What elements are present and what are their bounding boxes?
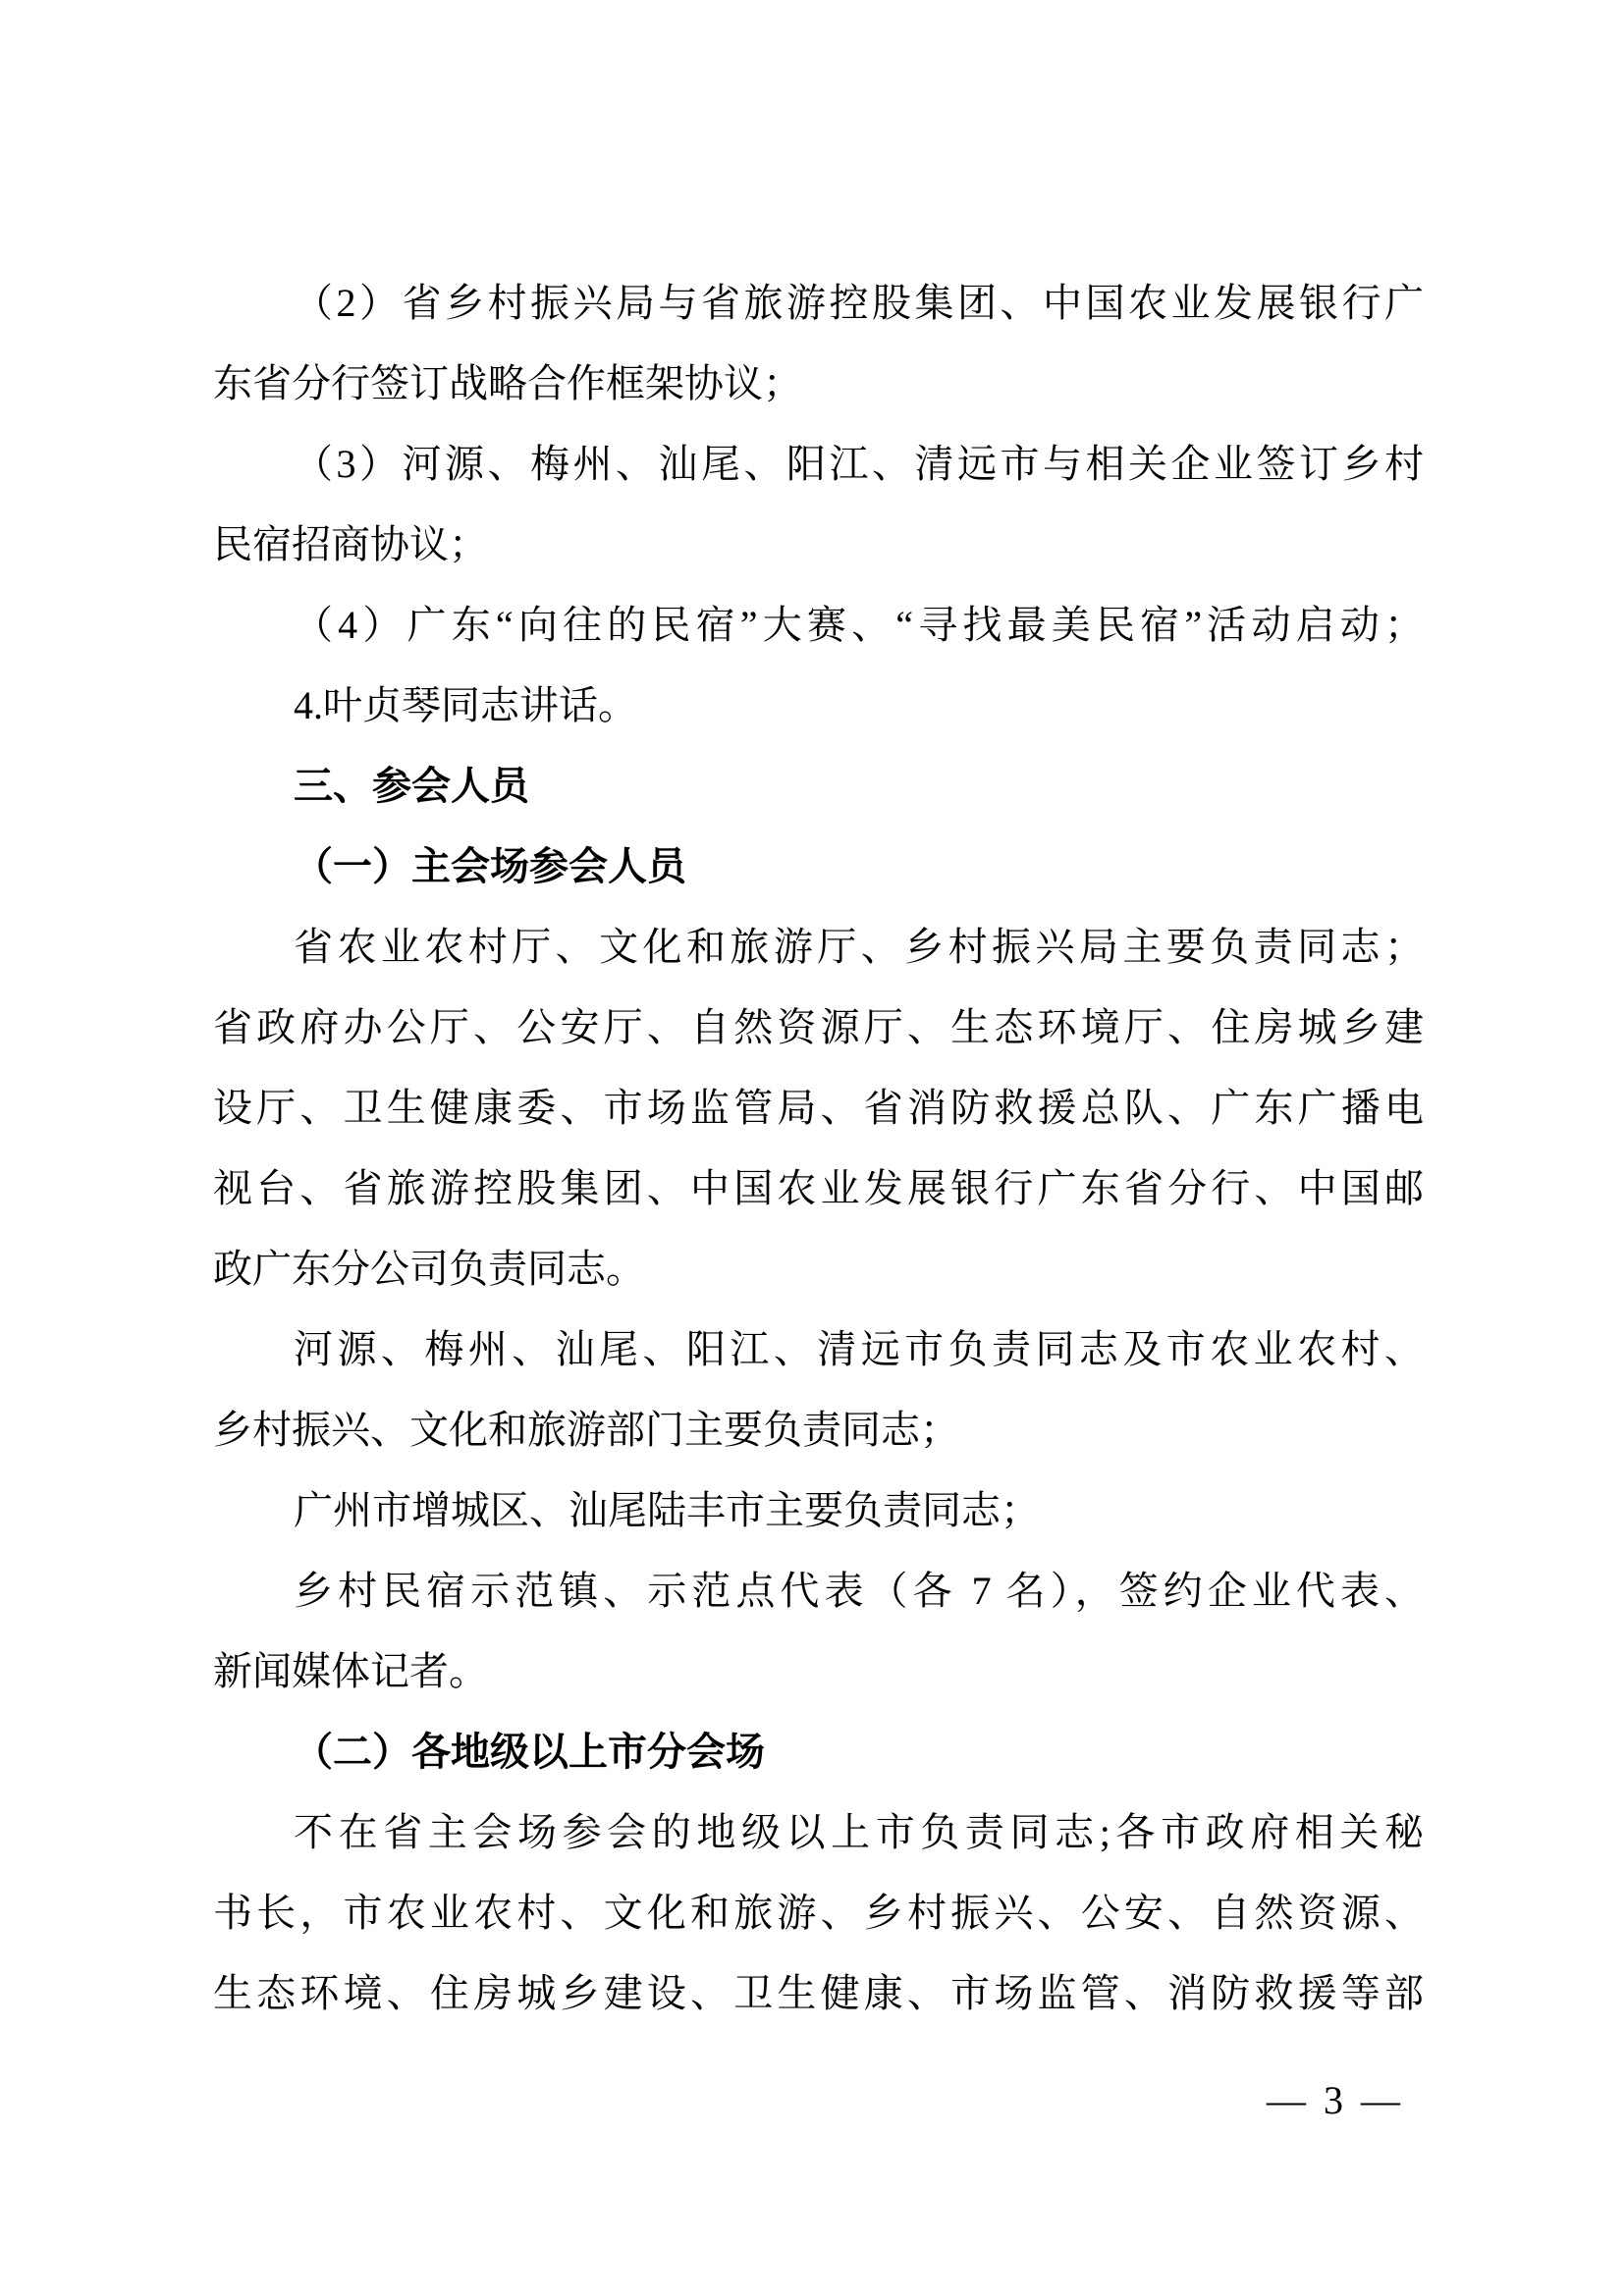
body-line: 东省分行签订战略合作框架协议； [213,361,802,405]
body-line: 河源、梅州、汕尾、阳江、清远市负责同志及市农业农村、 [294,1327,1424,1371]
body-line: 新闻媒体记者。 [213,1649,488,1693]
body-line: （3）河源、梅州、汕尾、阳江、清远市与相关企业签订乡村 [294,442,1424,486]
body-line: 乡村振兴、文化和旅游部门主要负责同志； [213,1408,959,1452]
body-line: 政广东分公司负责同志。 [213,1247,645,1291]
body-line: 生态环境、住房城乡建设、卫生健康、市场监管、消防救援等部 [213,1971,1424,2015]
subheading-city-branch-venues: （二）各地级以上市分会场 [294,1730,765,1774]
body-line: 设厅、卫生健康委、市场监管局、省消防救援总队、广东广播电 [213,1086,1424,1130]
subheading-main-venue: （一）主会场参会人员 [294,844,686,888]
body-line: 书长，市农业农村、文化和旅游、乡村振兴、公安、自然资源、 [213,1891,1424,1935]
body-line: 广州市增城区、汕尾陆丰市主要负责同志； [294,1488,1040,1532]
body-line: 省农业农村厅、文化和旅游厅、乡村振兴局主要负责同志； [294,925,1424,969]
body-line: （2）省乡村振兴局与省旅游控股集团、中国农业发展银行广 [294,281,1424,325]
body-line: （4）广东“向往的民宿”大赛、“寻找最美民宿”活动启动； [294,603,1424,647]
section-heading-participants: 三、参会人员 [294,765,529,808]
body-line: 不在省主会场参会的地级以上市负责同志;各市政府相关秘 [294,1810,1424,1854]
body-line: 民宿招商协议； [213,522,488,566]
body-line: 视台、省旅游控股集团、中国农业发展银行广东省分行、中国邮 [213,1166,1424,1210]
document-body [213,263,1424,2034]
body-line: 省政府办公厅、公安厅、自然资源厅、生态环境厅、住房城乡建 [213,1005,1424,1049]
body-line: 4.叶贞琴同志讲话。 [294,683,637,727]
body-line: 乡村民宿示范镇、示范点代表（各 7 名），签约企业代表、 [294,1569,1424,1613]
page-number: — 3 — [1267,2078,1404,2122]
page-footer [1267,2060,1404,2141]
